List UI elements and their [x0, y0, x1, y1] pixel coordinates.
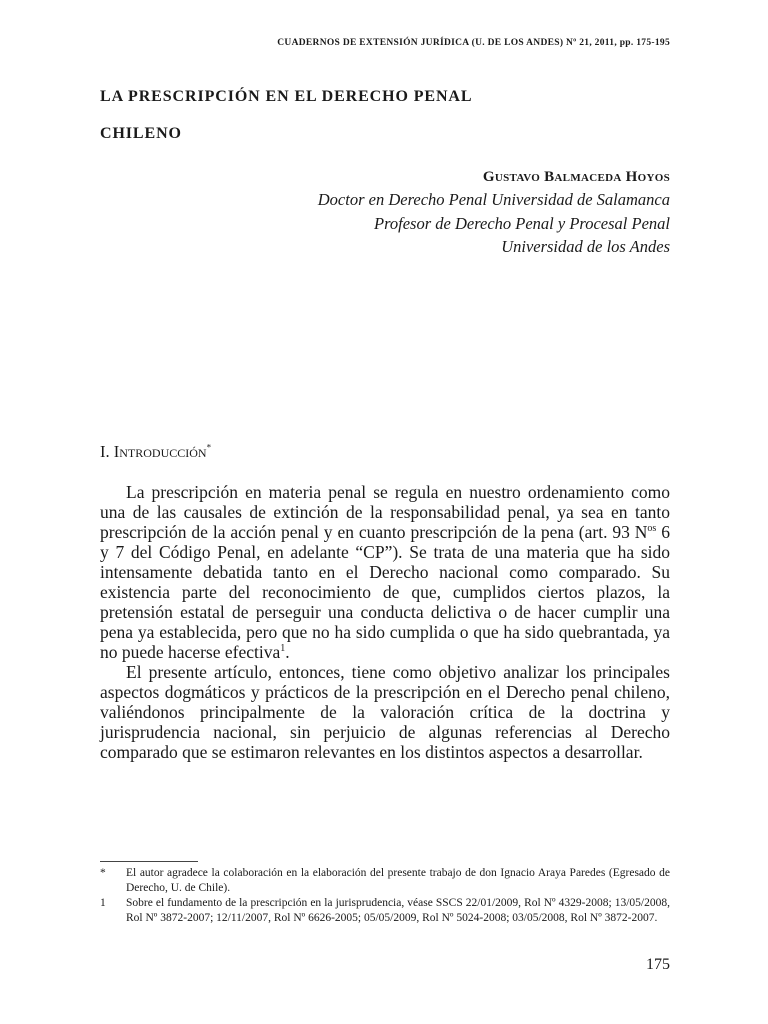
paragraph-1-end: .: [285, 642, 290, 662]
footnote-text: El autor agradece la colaboración en la elaboración del presente trabajo de don Ignacio Araya Paredes (Egresado de Derecho, U. de Chile).: [126, 867, 670, 894]
title-line-2: CHILENO: [100, 125, 182, 142]
author-name: Gustavo Balmaceda Hoyos: [482, 169, 670, 185]
section-heading: [100, 442, 211, 462]
footnote-rule: [100, 861, 198, 862]
footnote-ref-1[interactable]: 1: [280, 643, 286, 655]
footnote-text: Sobre el fundamento de la prescripción en la jurisprudencia, véase SSCS 22/01/2009, Rol Nº 4329-2008; 13/05/2008, Rol Nº 3872-2007; 12/11/2007, Rol Nº 6626-2005; 05/05/2009, Rol Nº 5024-2008; 03/05/2008, Rol Nº 3872-2007.: [126, 897, 670, 924]
author-block: [318, 166, 670, 259]
footnote-mark: 1: [100, 897, 106, 909]
body-text: [100, 482, 670, 762]
paragraph-2: El presente artículo, entonces, tiene como objetivo analizar los principales aspectos dogmáticos y prácticos de la prescripción en el Derecho penal chileno, valiéndonos principalmente de la valoración crítica de la doctrina y jurisprudencia nacional, sin perjuicio de algunas referencias al Derecho comparado que se estimaron relevantes en los distintos aspectos a desarrollar.: [100, 662, 670, 762]
paragraph-1: [100, 482, 670, 662]
page-number: 175: [646, 956, 670, 973]
title-line-1: LA PRESCRIPCIÓN EN EL DERECHO PENAL: [100, 88, 473, 105]
footnote-item: [100, 896, 670, 926]
footnote-item: [100, 866, 670, 896]
ordinal-superscript: os: [647, 523, 657, 535]
section-footnote-mark[interactable]: *: [206, 442, 212, 453]
running-header: CUADERNOS DE EXTENSIÓN JURÍDICA (U. DE LOS ANDES) Nº 21, 2011, pp. 175-195: [277, 38, 670, 48]
article-title: [100, 78, 660, 152]
footnotes: [100, 866, 670, 926]
section-number: I.: [100, 442, 110, 461]
section-title: Introducción: [113, 442, 207, 461]
paragraph-1-text-b: 6 y 7 del Código Penal, en adelante “CP”). Se trata de una materia que ha sido intensamente debatida tanto en el Derecho nacional como comparado. Su existencia parte del reconocimiento de que, cumplidos ciertos plazos, la pretensión estatal de perseguir una conducta delictiva o de hacer cumplir una pena ya establecida, pero que no ha sido cumplida o que ha sido quebrantada, ya no puede hacerse efectiva: [100, 522, 670, 662]
footnote-mark: *: [100, 867, 106, 879]
author-affiliation-2: Profesor de Derecho Penal y Procesal Penal: [374, 213, 670, 233]
author-affiliation-1: Doctor en Derecho Penal Universidad de Salamanca: [317, 190, 670, 209]
author-affiliation-3: Universidad de los Andes: [501, 237, 670, 256]
paragraph-1-text-a: La prescripción en materia penal se regula en nuestro ordenamiento como una de las causales de extinción de la responsabilidad penal, ya sea en tanto prescripción de la acción penal y en cuanto prescripción de la pena (art. 93 N: [100, 482, 670, 542]
